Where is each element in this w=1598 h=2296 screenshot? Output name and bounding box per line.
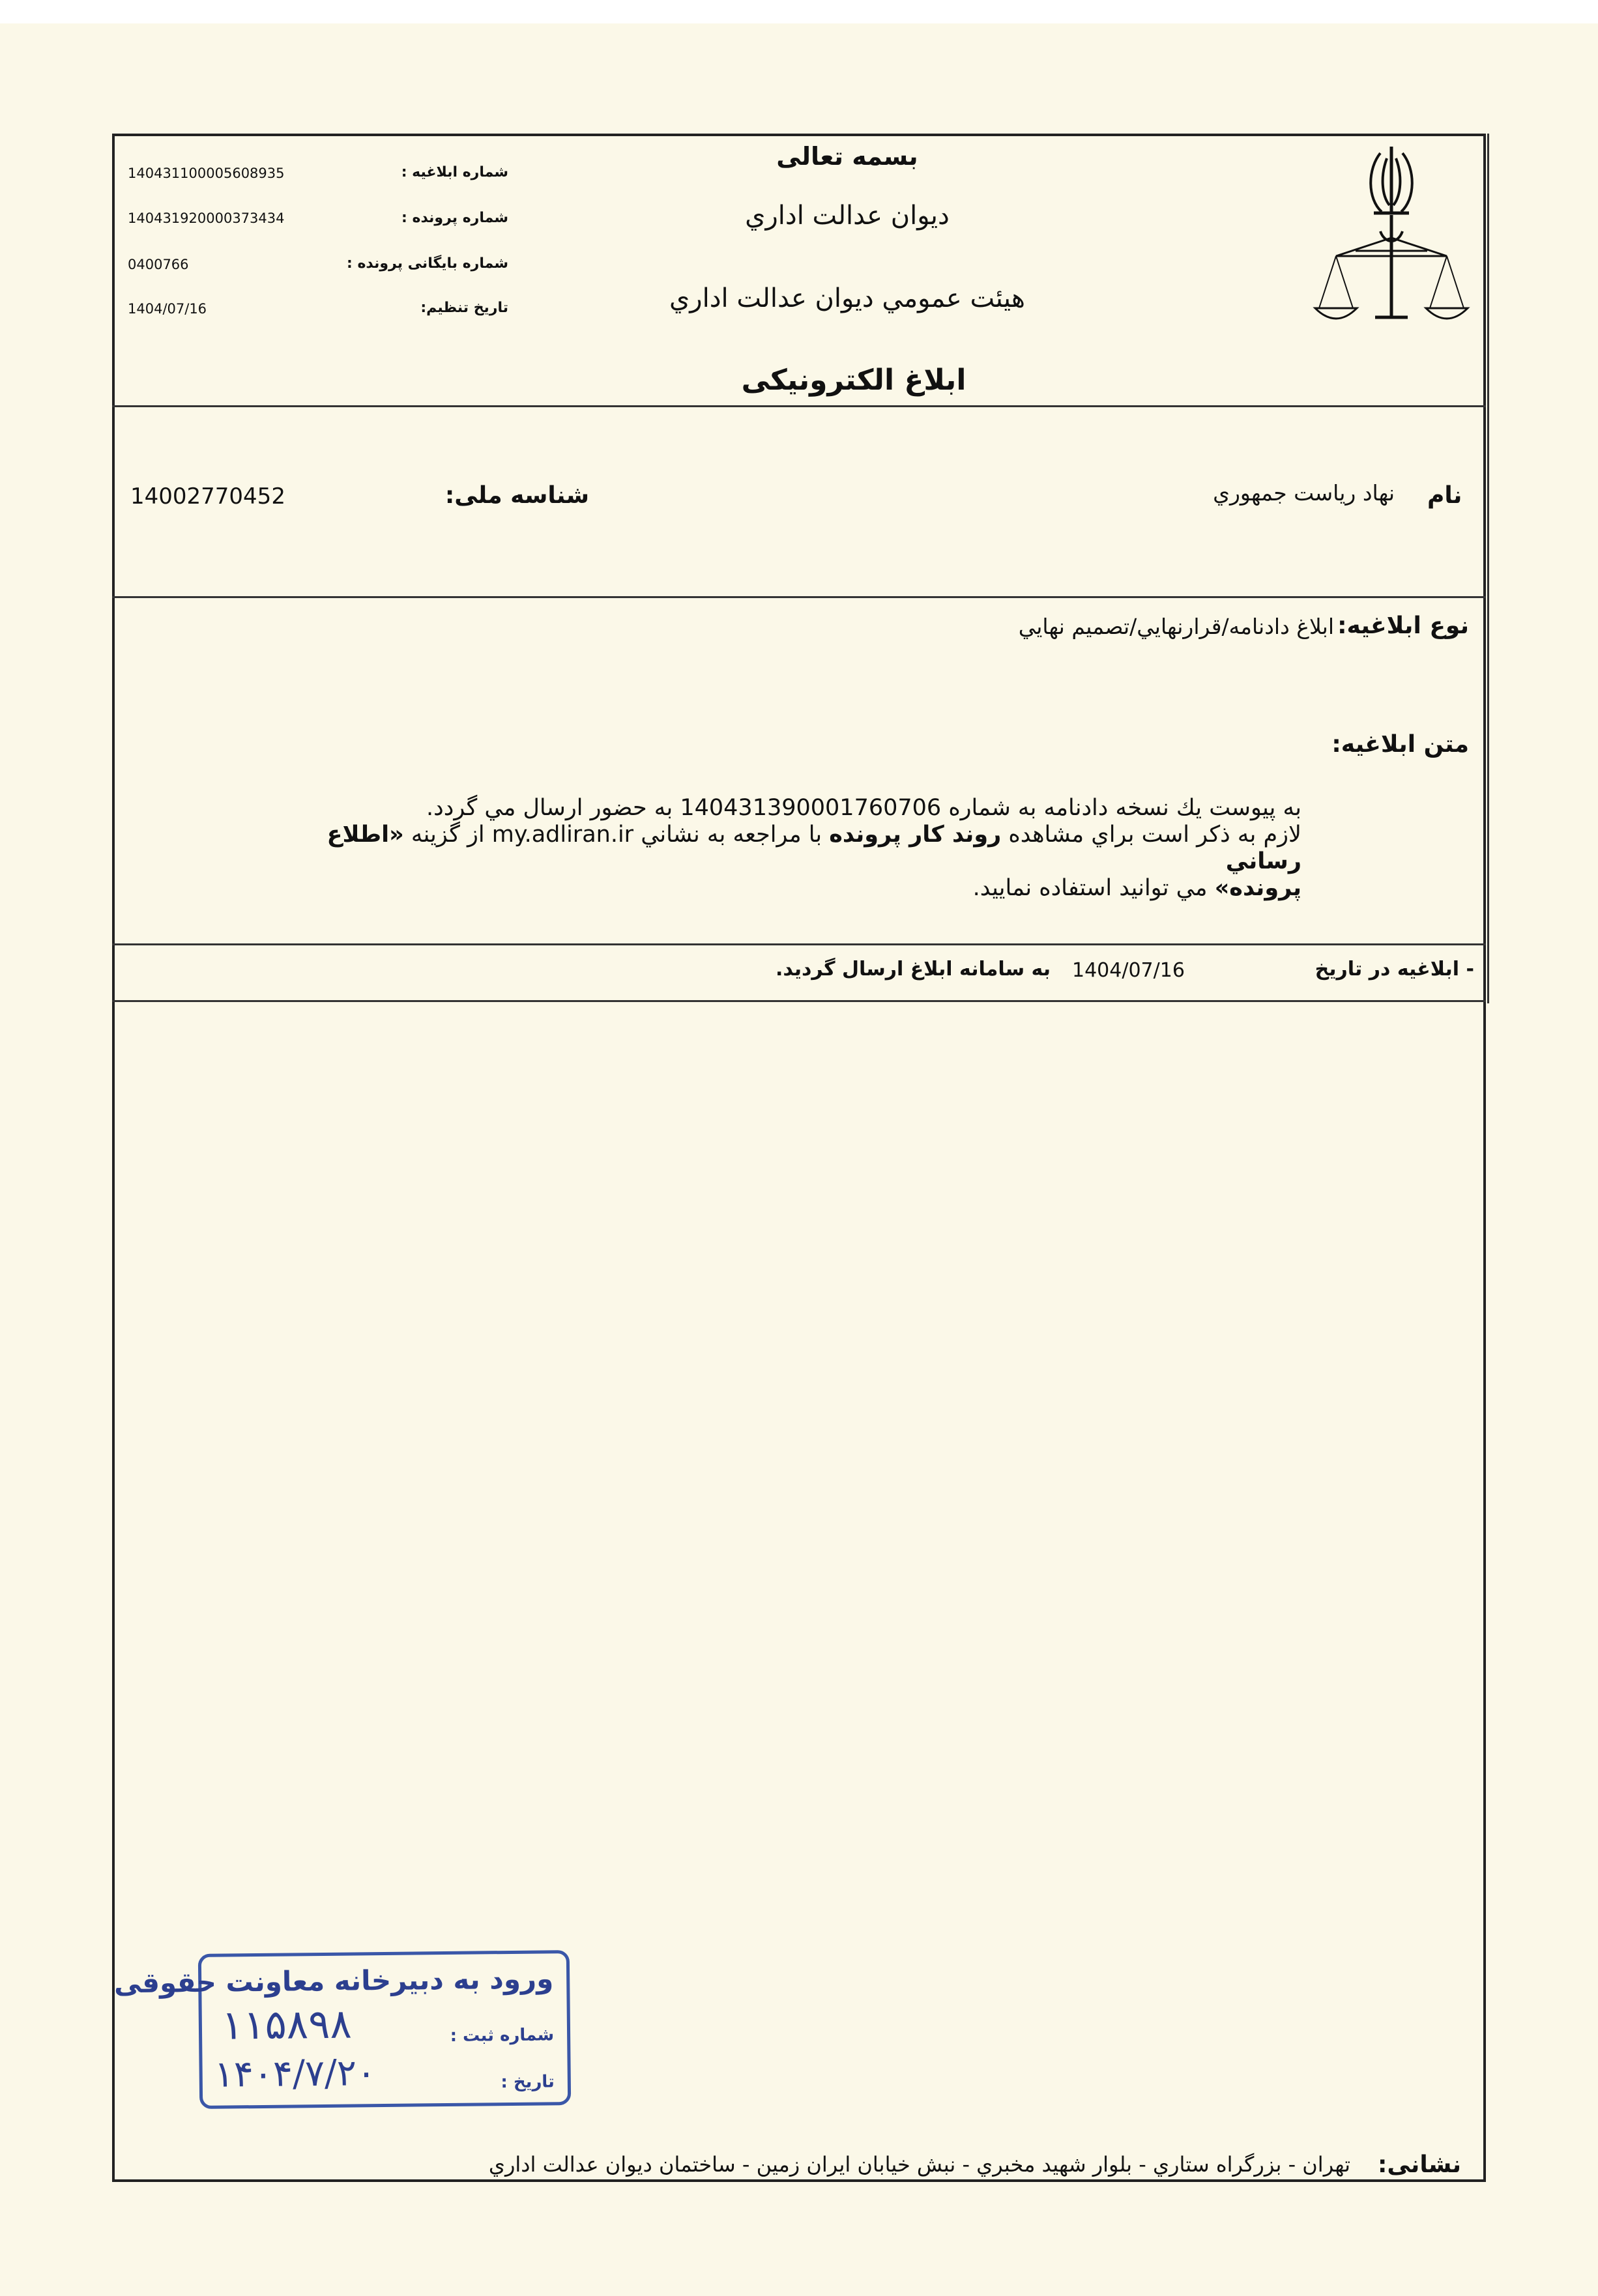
issue-date-label: تاریخ تنظیم:	[420, 300, 508, 316]
address-value: تهران - بزرگراه ستاري - بلوار شهيد مخبري - نبش خيابان ايران زمين - ساختمان ديوان عدالت اداري	[488, 2152, 1350, 2177]
registry-stamp	[113, 1950, 571, 2109]
bismillah-heading: بسمه تعالی	[776, 142, 918, 171]
name-value: نهاد رياست جمهوري	[1213, 480, 1395, 506]
national-id-label: شناسه ملی:	[444, 482, 589, 509]
stamp-date-value: ۱۴۰۴/۷/۲۰	[214, 2052, 377, 2096]
divider-header	[112, 405, 1486, 407]
notice-number-value: 140431100005608935	[128, 165, 285, 181]
sent-suffix: به سامانه ابلاغ ارسال گردید.	[776, 958, 1051, 981]
organization-name: ديوان عدالت اداري	[745, 201, 950, 231]
case-number-label: شماره پرونده :	[401, 210, 508, 226]
stamp-registration-value: ۱۱۵۸۹۸	[221, 2000, 353, 2049]
national-id-value: 14002770452	[130, 483, 285, 509]
document-frame	[112, 134, 1486, 2182]
notice-text-line-3: پرونده» مي توانيد استفاده نماييد.	[972, 875, 1301, 901]
notice-text-line-1: به پيوست يك نسخه دادنامه به شماره 140431390001760706 به حضور ارسال مي گردد.	[426, 795, 1301, 821]
notice-text-line-2: لازم به ذكر است براي مشاهده روند كار پرونده با مراجعه به نشاني my.adliran.ir از گزينه «اطلاع رساني	[327, 822, 1301, 874]
archive-number-label: شماره بایگانی پرونده :	[346, 255, 508, 272]
stamp-title: ورود به دبیرخانه معاونت حقوقی	[113, 1962, 554, 2000]
address-label: نشانی:	[1377, 2151, 1461, 2178]
right-edge-line	[1487, 134, 1489, 1003]
divider-recipient	[112, 596, 1486, 598]
notice-type-value: ابلاغ دادنامه/قرارنهايي/تصميم نهايي	[1018, 614, 1334, 639]
notice-type-label: نوع ابلاغیه:	[1337, 612, 1469, 639]
iran-emblem-scales-icon	[1310, 140, 1473, 336]
archive-number-value: 0400766	[128, 257, 189, 272]
case-number-value: 140431920000373434	[128, 210, 285, 226]
notice-number-label: شماره ابلاغیه :	[401, 164, 508, 180]
stamp-date-label: تاریخ :	[501, 2072, 555, 2093]
divider-sent-info	[112, 1000, 1486, 1002]
notice-text-label: متن ابلاغیه:	[1331, 731, 1469, 758]
paper-top-edge	[0, 0, 1598, 23]
notice-text-body	[259, 795, 1301, 902]
issue-date-value: 1404/07/16	[128, 301, 207, 317]
divider-notice-text	[112, 943, 1486, 945]
sent-date-label: - ابلاغیه در تاریخ	[1315, 958, 1474, 981]
stamp-registration-label: شماره ثبت :	[450, 2025, 555, 2046]
document-title: ابلاغ الکترونیکی	[741, 364, 966, 397]
board-name: هيئت عمومي ديوان عدالت اداري	[669, 283, 1025, 313]
sent-date-value: 1404/07/16	[1072, 959, 1185, 982]
name-label: نام	[1427, 482, 1462, 509]
